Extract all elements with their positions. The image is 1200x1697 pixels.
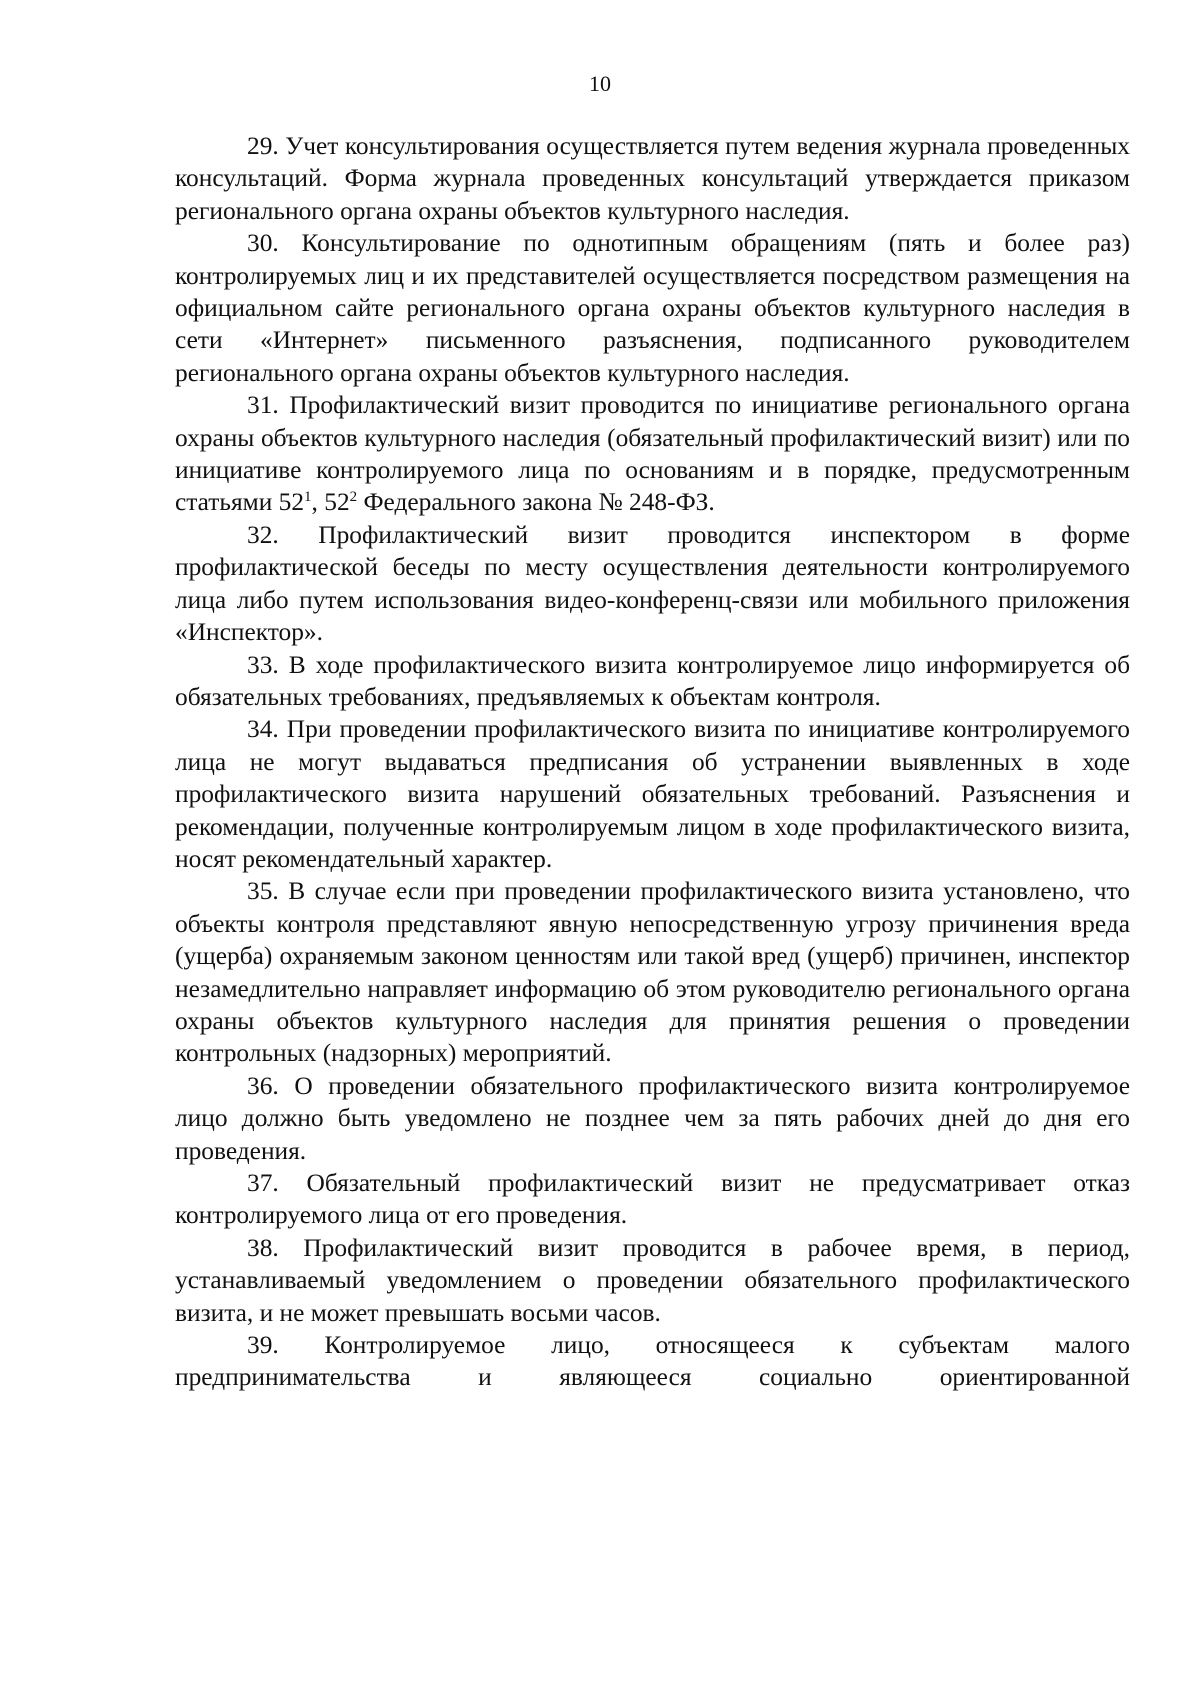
paragraph-31-text: 31. Профилактический визит проводится по инициативе регионального органа охраны объектов культурного наследия (обязательный профилактический визит) или по инициативе контролируемого лица по основаниям и в порядке, предусмотренным статьями 52 bbox=[175, 391, 1130, 517]
paragraph-36: 36. О проведении обязательного профилактического визита контролируемое лицо должно быть уведомлено не позднее чем за пять рабочих дней до дня его проведения. bbox=[175, 1071, 1130, 1165]
paragraph-38: 38. Профилактический визит проводится в рабочее время, в период, устанавливаемый уведомлением о проведении обязательного профилактического визита, и не может превышать восьми часов. bbox=[175, 1233, 1130, 1327]
page-number: 10 bbox=[589, 71, 611, 96]
paragraph-34: 34. При проведении профилактического визита по инициативе контролируемого лица не могут выдаваться предписания об устранении выявленных в ходе профилактического визита нарушений обязательных требований. Разъяснения и рекомендации, полученные контролируемым лицом в ходе профилактического визита, носят рекомендательный характер. bbox=[175, 715, 1130, 873]
paragraph-31-text: , 52 bbox=[311, 488, 350, 517]
paragraph-30: 30. Консультирование по однотипным обращениям (пять и более раз) контролируемых лиц и их представителей осуществляется посредством размещения на официальном сайте регионального органа охраны объектов культурного наследия в сети «Интернет» письменного разъяснения, подписанного руководителем регионального органа охраны объектов культурного наследия. bbox=[175, 229, 1130, 387]
article-superscript: 1 bbox=[304, 489, 312, 506]
paragraph-31-text: Федерального закона № 248-ФЗ. bbox=[357, 488, 715, 517]
paragraph-31 bbox=[175, 389, 1130, 519]
paragraph-33: 33. В ходе профилактического визита контролируемое лицо информируется об обязательных требованиях, предъявляемых к объектам контроля. bbox=[175, 650, 1130, 711]
paragraph-39: 39. Контролируемое лицо, относящееся к субъектам малого предпринимательства и являющееся социально ориентированной bbox=[175, 1331, 1130, 1392]
paragraph-32: 32. Профилактический визит проводится инспектором в форме профилактической беседы по месту осуществления деятельности контролируемого лица либо путем использования видео-конференц-связи или мобильного приложения «Инспектор». bbox=[175, 520, 1130, 647]
paragraph-37: 37. Обязательный профилактический визит не предусматривает отказ контролируемого лица от его проведения. bbox=[175, 1169, 1130, 1230]
document-body bbox=[175, 130, 1130, 1394]
article-superscript: 2 bbox=[349, 489, 358, 506]
paragraph-29: 29. Учет консультирования осуществляется путем ведения журнала проведенных консультаций. Форма журнала проведенных консультаций утверждается приказом регионального органа охраны объектов культурного наследия. bbox=[175, 132, 1130, 225]
paragraph-35: 35. В случае если при проведении профилактического визита установлено, что объекты контроля представляют явную непосредственную угрозу причинения вреда (ущерба) охраняемым законом ценностям или такой вред (ущерб) причинен, инспектор незамедлительно направляет информацию об этом руководителю регионального органа охраны объектов культурного наследия для принятия решения о проведении контрольных (надзорных) мероприятий. bbox=[175, 877, 1130, 1068]
